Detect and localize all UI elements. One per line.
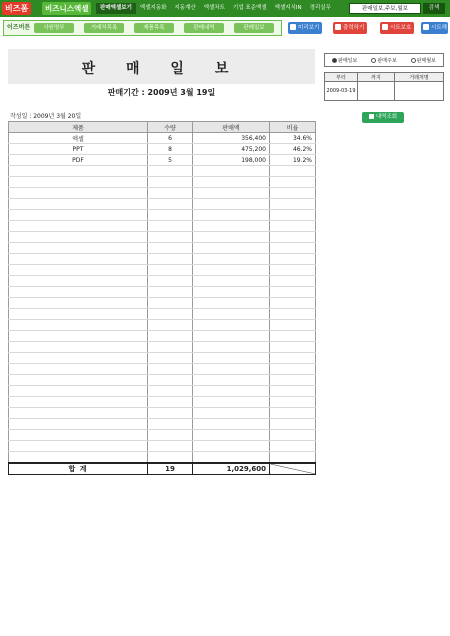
- col-header-amount: 판매액: [193, 122, 270, 133]
- radio-unchecked-icon: [411, 58, 416, 63]
- empty-cell[interactable]: [193, 397, 270, 408]
- client-header: 거래처명: [395, 73, 444, 82]
- empty-cell[interactable]: [9, 265, 148, 276]
- empty-cell[interactable]: [148, 243, 193, 254]
- empty-table-row[interactable]: [9, 397, 316, 408]
- employee-list-button[interactable]: 사원명부: [34, 23, 74, 33]
- empty-cell[interactable]: [193, 221, 270, 232]
- qty-cell[interactable]: 5: [148, 155, 193, 166]
- empty-cell[interactable]: [193, 441, 270, 452]
- ratio-cell[interactable]: 19.2%: [270, 155, 316, 166]
- total-label: 합 계: [9, 463, 148, 475]
- empty-cell[interactable]: [148, 441, 193, 452]
- print-button-label: 출력하기: [343, 25, 365, 31]
- table-row[interactable]: [9, 155, 316, 166]
- empty-cell[interactable]: [9, 199, 148, 210]
- sheet-protect-label: 시트보호: [390, 25, 412, 31]
- empty-cell[interactable]: [193, 408, 270, 419]
- empty-cell[interactable]: [148, 221, 193, 232]
- empty-cell[interactable]: [193, 166, 270, 177]
- sheet-protect-button[interactable]: [380, 22, 414, 34]
- empty-cell[interactable]: [148, 375, 193, 386]
- empty-cell[interactable]: [270, 188, 316, 199]
- empty-cell[interactable]: [9, 309, 148, 320]
- nav-item-excel-knowledge[interactable]: 엑셀지식IN: [274, 5, 302, 11]
- empty-table-row[interactable]: [9, 188, 316, 199]
- empty-cell[interactable]: [270, 210, 316, 221]
- search-input[interactable]: 판매일보,주보,월보: [349, 3, 421, 14]
- main-nav: [96, 3, 335, 14]
- empty-cell[interactable]: [9, 397, 148, 408]
- empty-cell[interactable]: [270, 177, 316, 188]
- empty-cell[interactable]: [148, 232, 193, 243]
- unlock-icon: [423, 24, 429, 30]
- to-header: 까지: [358, 73, 395, 82]
- preview-button[interactable]: [288, 22, 322, 34]
- empty-cell[interactable]: [9, 298, 148, 309]
- bizform-logo[interactable]: 비즈폼: [2, 2, 31, 15]
- top-navigation-bar: [0, 0, 450, 17]
- from-header: 부터: [325, 73, 358, 82]
- empty-cell[interactable]: [270, 375, 316, 386]
- empty-cell[interactable]: [270, 166, 316, 177]
- empty-cell[interactable]: [193, 298, 270, 309]
- sales-table-body: [9, 133, 316, 464]
- report-title-box: [8, 49, 315, 84]
- empty-cell[interactable]: [9, 221, 148, 232]
- empty-cell[interactable]: [270, 386, 316, 397]
- empty-cell[interactable]: [193, 210, 270, 221]
- empty-table-row[interactable]: [9, 287, 316, 298]
- empty-cell[interactable]: [148, 364, 193, 375]
- total-ratio-blank: [270, 463, 316, 475]
- empty-cell[interactable]: [9, 441, 148, 452]
- sales-history-button[interactable]: 판매내역: [184, 23, 224, 33]
- empty-cell[interactable]: [9, 320, 148, 331]
- empty-table-row[interactable]: [9, 342, 316, 353]
- page-title: 판 매 일 보: [81, 61, 242, 77]
- radio-checked-icon: [332, 58, 337, 63]
- lookup-button[interactable]: [362, 112, 404, 123]
- date-range-filter: [324, 72, 444, 101]
- empty-cell[interactable]: [9, 188, 148, 199]
- empty-cell[interactable]: [193, 320, 270, 331]
- empty-cell[interactable]: [270, 342, 316, 353]
- empty-cell[interactable]: [193, 232, 270, 243]
- from-date-field[interactable]: 2009-03-19: [325, 82, 358, 101]
- print-button[interactable]: [333, 22, 367, 34]
- empty-table-row[interactable]: [9, 254, 316, 265]
- empty-cell[interactable]: [270, 419, 316, 430]
- empty-cell[interactable]: [148, 177, 193, 188]
- nav-item-excel-chart[interactable]: 엑셀차트: [203, 5, 225, 11]
- empty-cell[interactable]: [270, 441, 316, 452]
- empty-cell[interactable]: [148, 276, 193, 287]
- empty-cell[interactable]: [270, 298, 316, 309]
- empty-table-row[interactable]: [9, 298, 316, 309]
- col-header-ratio: 비율: [270, 122, 316, 133]
- empty-table-row[interactable]: [9, 430, 316, 441]
- empty-cell[interactable]: [270, 408, 316, 419]
- radio-weekly[interactable]: 판매주보: [371, 57, 396, 64]
- empty-cell[interactable]: [193, 188, 270, 199]
- nav-item-excel-automation[interactable]: 엑셀지동화: [139, 5, 167, 11]
- amount-cell[interactable]: 475,200: [193, 144, 270, 155]
- radio-unchecked-icon: [371, 58, 376, 63]
- empty-cell[interactable]: [270, 309, 316, 320]
- report-type-radios: [324, 53, 444, 67]
- empty-cell[interactable]: [9, 177, 148, 188]
- empty-cell[interactable]: [193, 276, 270, 287]
- sales-table: [8, 121, 316, 475]
- empty-cell[interactable]: [193, 364, 270, 375]
- empty-cell[interactable]: [193, 254, 270, 265]
- empty-cell[interactable]: [9, 364, 148, 375]
- empty-table-row[interactable]: [9, 386, 316, 397]
- nav-item-accounting[interactable]: 경리실무: [309, 5, 331, 11]
- empty-cell[interactable]: [148, 386, 193, 397]
- empty-table-row[interactable]: [9, 353, 316, 364]
- empty-cell[interactable]: [270, 243, 316, 254]
- printer-icon: [335, 24, 341, 30]
- empty-cell[interactable]: [193, 331, 270, 342]
- empty-cell[interactable]: [148, 331, 193, 342]
- empty-cell[interactable]: [148, 397, 193, 408]
- empty-table-row[interactable]: [9, 166, 316, 177]
- empty-cell[interactable]: [148, 452, 193, 464]
- total-row: [9, 463, 316, 475]
- product-cell[interactable]: PPT: [9, 144, 148, 155]
- empty-table-row[interactable]: [9, 419, 316, 430]
- preview-button-label: 미리보기: [298, 25, 320, 31]
- empty-cell[interactable]: [9, 430, 148, 441]
- empty-cell[interactable]: [148, 287, 193, 298]
- empty-table-row[interactable]: [9, 210, 316, 221]
- business-excel-logo[interactable]: 비즈니스엑셀: [42, 2, 91, 15]
- empty-cell[interactable]: [270, 430, 316, 441]
- sheet-unprotect-button[interactable]: [421, 22, 448, 34]
- daily-report-button[interactable]: 판매일보: [234, 23, 274, 33]
- written-date: 작성일 : 2009년 3월 20일: [10, 113, 82, 120]
- empty-cell[interactable]: [9, 243, 148, 254]
- client-list-button[interactable]: 거래처목록: [84, 23, 124, 33]
- ratio-cell[interactable]: 34.6%: [270, 133, 316, 144]
- empty-cell[interactable]: [193, 243, 270, 254]
- nav-item-auto-calc[interactable]: 지동계산: [174, 5, 196, 11]
- empty-cell[interactable]: [193, 309, 270, 320]
- total-qty: 19: [148, 463, 193, 475]
- empty-table-row[interactable]: [9, 375, 316, 386]
- qty-cell[interactable]: 6: [148, 133, 193, 144]
- to-date-field[interactable]: [358, 82, 395, 101]
- empty-cell[interactable]: [148, 309, 193, 320]
- empty-cell[interactable]: [9, 331, 148, 342]
- sheet-unprotect-label: 시트해: [431, 25, 447, 31]
- empty-cell[interactable]: [9, 375, 148, 386]
- total-amount: 1,029,600: [193, 463, 270, 475]
- empty-table-row[interactable]: [9, 243, 316, 254]
- empty-cell[interactable]: [9, 276, 148, 287]
- empty-table-row[interactable]: [9, 452, 316, 464]
- empty-cell[interactable]: [148, 408, 193, 419]
- product-cell[interactable]: 엑셀: [9, 133, 148, 144]
- empty-cell[interactable]: [270, 265, 316, 276]
- empty-cell[interactable]: [148, 419, 193, 430]
- empty-cell[interactable]: [270, 254, 316, 265]
- empty-table-row[interactable]: [9, 221, 316, 232]
- lookup-button-label: 내역조회: [375, 114, 398, 120]
- empty-cell[interactable]: [270, 199, 316, 210]
- empty-cell[interactable]: [148, 342, 193, 353]
- quick-button-bar: [3, 20, 282, 36]
- quick-button-label: 이즈버튼: [7, 24, 31, 31]
- empty-cell[interactable]: [270, 397, 316, 408]
- empty-cell[interactable]: [270, 320, 316, 331]
- empty-cell[interactable]: [9, 408, 148, 419]
- empty-cell[interactable]: [193, 287, 270, 298]
- empty-cell[interactable]: [193, 342, 270, 353]
- empty-table-row[interactable]: [9, 331, 316, 342]
- nav-item-standard-excel[interactable]: 기업 표준엑셀: [233, 5, 267, 11]
- table-row[interactable]: [9, 144, 316, 155]
- lock-icon: [382, 24, 388, 30]
- col-header-product: 제품: [9, 122, 148, 133]
- empty-table-row[interactable]: [9, 265, 316, 276]
- empty-cell[interactable]: [193, 452, 270, 464]
- sales-period: 판매기간 : 2009년 3월 19일: [107, 88, 216, 97]
- empty-cell[interactable]: [193, 177, 270, 188]
- empty-cell[interactable]: [148, 298, 193, 309]
- empty-cell[interactable]: [193, 375, 270, 386]
- empty-cell[interactable]: [148, 188, 193, 199]
- empty-cell[interactable]: [9, 210, 148, 221]
- empty-cell[interactable]: [193, 353, 270, 364]
- ratio-cell[interactable]: 46.2%: [270, 144, 316, 155]
- empty-cell[interactable]: [193, 430, 270, 441]
- empty-cell[interactable]: [148, 320, 193, 331]
- empty-cell[interactable]: [270, 353, 316, 364]
- product-list-button[interactable]: 제품목록: [134, 23, 174, 33]
- empty-cell[interactable]: [148, 199, 193, 210]
- radio-daily[interactable]: 판매일보: [332, 57, 357, 64]
- empty-cell[interactable]: [270, 276, 316, 287]
- table-row[interactable]: [9, 133, 316, 144]
- empty-cell[interactable]: [9, 232, 148, 243]
- empty-table-row[interactable]: [9, 320, 316, 331]
- amount-cell[interactable]: 356,400: [193, 133, 270, 144]
- col-header-qty: 수량: [148, 122, 193, 133]
- search-button[interactable]: 검색: [423, 3, 445, 14]
- empty-cell[interactable]: [9, 342, 148, 353]
- qty-cell[interactable]: 8: [148, 144, 193, 155]
- empty-table-row[interactable]: [9, 232, 316, 243]
- nav-item-sales-excel[interactable]: 판매엑셀보기: [96, 3, 136, 14]
- empty-cell[interactable]: [270, 331, 316, 342]
- empty-cell[interactable]: [148, 353, 193, 364]
- empty-cell[interactable]: [270, 364, 316, 375]
- empty-cell[interactable]: [148, 166, 193, 177]
- empty-cell[interactable]: [193, 386, 270, 397]
- preview-icon: [290, 24, 296, 30]
- empty-cell[interactable]: [193, 265, 270, 276]
- empty-table-row[interactable]: [9, 309, 316, 320]
- empty-table-row[interactable]: [9, 276, 316, 287]
- empty-cell[interactable]: [148, 430, 193, 441]
- empty-cell[interactable]: [148, 210, 193, 221]
- empty-cell[interactable]: [9, 254, 148, 265]
- empty-cell[interactable]: [9, 386, 148, 397]
- empty-cell[interactable]: [148, 265, 193, 276]
- radio-monthly[interactable]: 판매월보: [411, 57, 436, 64]
- empty-cell[interactable]: [270, 287, 316, 298]
- empty-cell[interactable]: [148, 254, 193, 265]
- empty-cell[interactable]: [9, 419, 148, 430]
- empty-cell[interactable]: [9, 287, 148, 298]
- empty-table-row[interactable]: [9, 199, 316, 210]
- empty-cell[interactable]: [270, 452, 316, 464]
- empty-cell[interactable]: [270, 232, 316, 243]
- empty-cell[interactable]: [9, 353, 148, 364]
- document-icon: [369, 114, 374, 119]
- empty-table-row[interactable]: [9, 177, 316, 188]
- empty-cell[interactable]: [193, 419, 270, 430]
- amount-cell[interactable]: 198,000: [193, 155, 270, 166]
- empty-table-row[interactable]: [9, 364, 316, 375]
- empty-table-row[interactable]: [9, 408, 316, 419]
- product-cell[interactable]: PDF: [9, 155, 148, 166]
- empty-table-row[interactable]: [9, 441, 316, 452]
- client-field[interactable]: [395, 82, 444, 101]
- empty-cell[interactable]: [9, 452, 148, 464]
- empty-cell[interactable]: [9, 166, 148, 177]
- empty-cell[interactable]: [193, 199, 270, 210]
- empty-cell[interactable]: [270, 221, 316, 232]
